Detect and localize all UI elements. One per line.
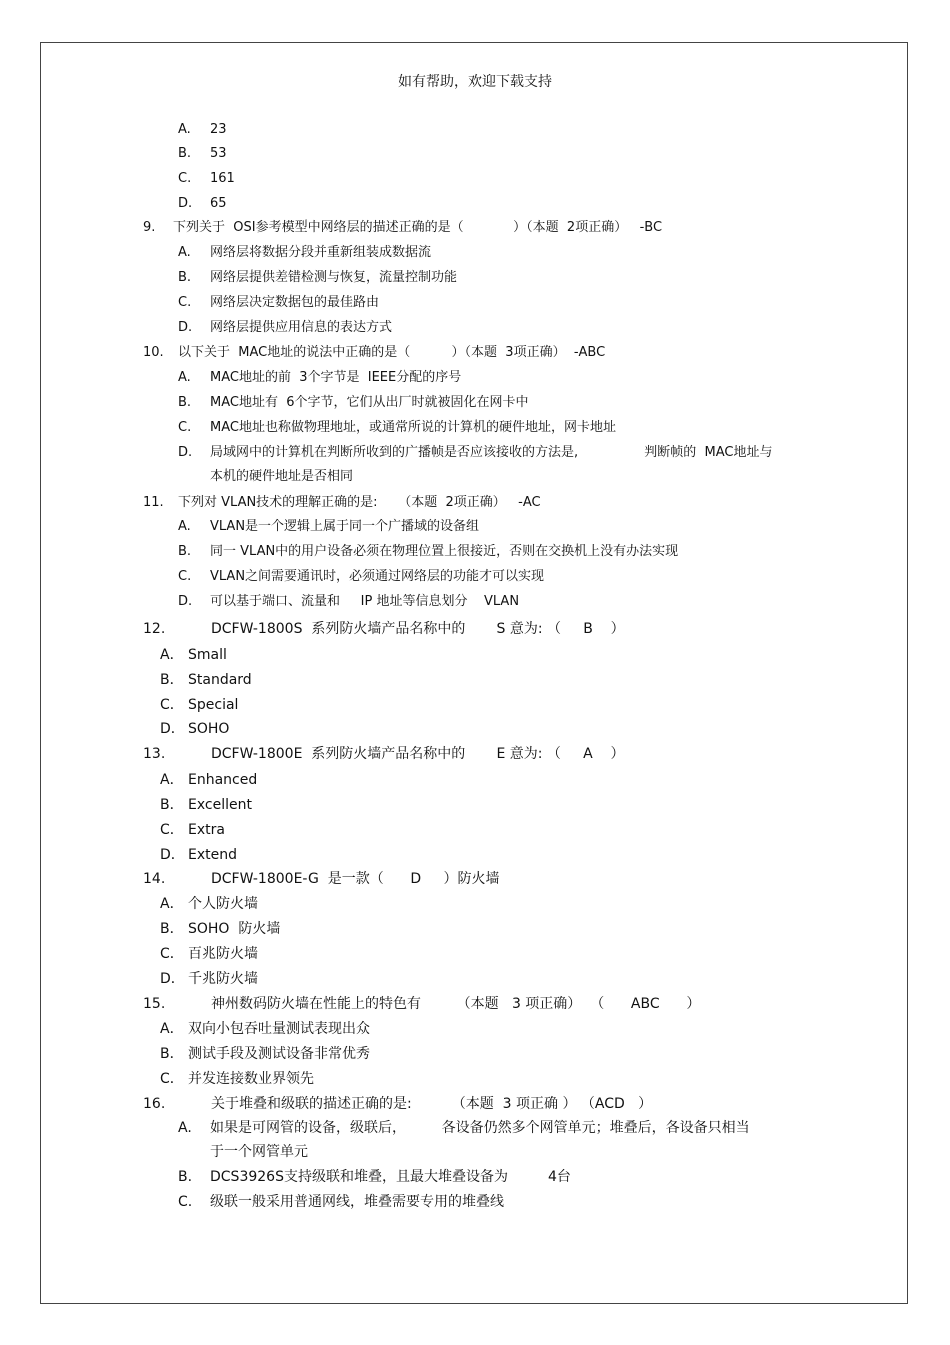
item-text: MAC地址的前 3个字节是 IEEE分配的序号 [210,370,462,385]
item-label: A. [178,370,191,385]
text-line [178,1119,750,1137]
item-text: 如果是可网管的设备，级联后， 各设备仍然多个网管单元；堆叠后，各设备只相当 [210,1120,750,1136]
item-label: A． [160,1021,184,1037]
item-text: 神州数码防火墙在性能上的特色有 （本题 3 项正确） （ ABC ） [211,996,701,1012]
text-line [143,344,605,362]
item-label: D. [178,196,193,211]
text-line [160,1020,370,1038]
item-label: C. [178,1194,193,1210]
item-text: MAC地址有 6个字节，它们从出厂时就被固化在网卡中 [210,395,529,410]
item-text: 53 [210,146,227,161]
item-label: 15. [143,996,166,1012]
text-line [178,1168,571,1186]
item-text: 于一个网管单元 [210,1144,308,1160]
item-text: Extend [188,847,237,863]
item-text: 本机的硬件地址是否相同 [210,469,354,484]
text-line [143,870,499,888]
item-label: B. [178,146,192,161]
text-line [178,294,379,312]
text-line [160,796,252,814]
item-text: 以下关于 MAC地址的说法中正确的是（ ）（本题 3项正确） -ABC [178,345,606,360]
item-text: Small [188,647,227,663]
item-label: D. [178,594,193,609]
item-text: 千兆防火墙 [188,971,258,987]
item-text: 并发连接数业界领先 [188,1071,314,1087]
item-label: C． [160,697,184,713]
item-text: 下列对 VLAN技术的理解正确的是: （本题 2项正确） -AC [178,495,541,510]
item-label: C. [178,420,192,435]
item-text: DCFW-1800S 系列防火墙产品名称中的 S 意为: （ B ） [211,621,625,637]
text-line [178,121,227,139]
item-text: 65 [210,196,227,211]
text-line [143,995,700,1013]
item-text: Standard [188,672,252,688]
text-line [160,920,280,938]
item-text: SOHO 防火墙 [188,921,281,937]
item-text: 双向小包吞吐量测试表现出众 [188,1021,370,1037]
item-label: D． [160,847,185,863]
item-label: 16. [143,1096,166,1112]
text-line [178,369,461,387]
text-line [160,671,252,689]
item-label: A． [160,647,184,663]
text-line [210,1143,308,1161]
item-label: D. [178,320,193,335]
item-text: 网络层将数据分段并重新组装成数据流 [210,245,432,260]
item-text: 161 [210,171,235,186]
item-text: 网络层提供差错检测与恢复，流量控制功能 [210,270,458,285]
item-label: 14. [143,871,166,887]
item-text: 百兆防火墙 [188,946,258,962]
item-label: A. [178,1120,192,1136]
text-line [160,1070,314,1088]
item-text: 测试手段及测试设备非常优秀 [188,1046,370,1062]
page-header: 如有帮助，欢迎下载支持 [398,74,552,90]
item-label: A． [160,896,184,912]
text-line [160,846,237,864]
item-label: B. [178,1169,193,1185]
item-label: B． [160,797,184,813]
item-text: Enhanced [188,772,258,788]
text-line [143,620,625,638]
item-label: B． [160,672,184,688]
item-text: 下列关于 OSI参考模型中网络层的描述正确的是（ ）（本题 2项正确） -BC [173,220,663,235]
item-label: A. [178,245,191,260]
item-text: DCFW-1800E-G 是一款（ D ）防火墙 [211,871,500,887]
item-text: 个人防火墙 [188,896,258,912]
item-label: B. [178,395,192,410]
item-label: B. [178,544,192,559]
text-line [143,745,625,763]
item-text: 级联一般采用普通网线，堆叠需要专用的堆叠线 [210,1194,504,1210]
text-line [178,319,392,337]
text-line [178,195,227,213]
text-line [178,593,519,611]
item-text: VLAN是一个逻辑上属于同一个广播域的设备组 [210,519,480,534]
item-text: DCFW-1800E 系列防火墙产品名称中的 E 意为: （ A ） [211,746,625,762]
item-text: 同一 VLAN中的用户设备必须在物理位置上很接近，否则在交换机上没有办法实现 [210,544,679,559]
text-line [143,219,662,237]
item-label: D． [160,721,185,737]
item-text: 局域网中的计算机在判断所收到的广播帧是否应该接收的方法是, 判断帧的 MAC地址与 [210,445,773,460]
item-text: Excellent [188,797,252,813]
text-line [160,771,257,789]
text-line [178,419,616,437]
text-line [160,646,227,664]
item-label: 13. [143,746,166,762]
item-label: 10. [143,345,164,360]
item-label: 11. [143,495,164,510]
item-label: D． [160,971,185,987]
item-text: VLAN之间需要通讯时，必须通过网络层的功能才可以实现 [210,569,545,584]
text-line [160,720,229,738]
item-label: A. [178,519,191,534]
item-label: A． [160,772,184,788]
text-line [160,1045,370,1063]
item-label: 12. [143,621,166,637]
text-line [210,468,353,486]
text-line [160,821,225,839]
text-line [143,1095,652,1113]
item-label: C. [178,569,192,584]
text-line [178,1193,504,1211]
text-line [178,543,678,561]
item-label: D. [178,445,193,460]
item-label: C． [160,1071,184,1087]
item-label: A. [178,122,191,137]
text-line [178,444,772,462]
item-text: Special [188,697,239,713]
text-line [178,244,431,262]
item-label: B． [160,1046,184,1062]
item-text: SOHO [188,721,230,737]
item-text: Extra [188,822,225,838]
item-text: 网络层提供应用信息的表达方式 [210,320,393,335]
text-line [178,394,529,412]
item-label: C． [160,822,184,838]
item-label: B． [160,921,184,937]
text-line [160,970,258,988]
item-label: C. [178,171,192,186]
text-line [178,518,479,536]
item-text: MAC地址也称做物理地址，或通常所说的计算机的硬件地址，网卡地址 [210,420,616,435]
item-text: 网络层决定数据包的最佳路由 [210,295,380,310]
text-line [178,145,227,163]
item-text: 23 [210,122,227,137]
item-text: 可以基于端口、流量和 IP 地址等信息划分 VLAN [210,594,520,609]
text-line [178,269,457,287]
item-label: C. [178,295,192,310]
text-line [160,696,238,714]
text-line [178,170,235,188]
item-label: C． [160,946,184,962]
text-line [178,568,544,586]
text-line [160,945,258,963]
item-text: 关于堆叠和级联的描述正确的是: （本题 3 项正确 ） （ACD ） [211,1096,653,1112]
item-label: 9. [143,220,156,235]
text-line [143,494,541,512]
item-text: DCS3926S支持级联和堆叠，且最大堆叠设备为 4台 [210,1169,571,1185]
item-label: B. [178,270,192,285]
text-line [160,895,258,913]
